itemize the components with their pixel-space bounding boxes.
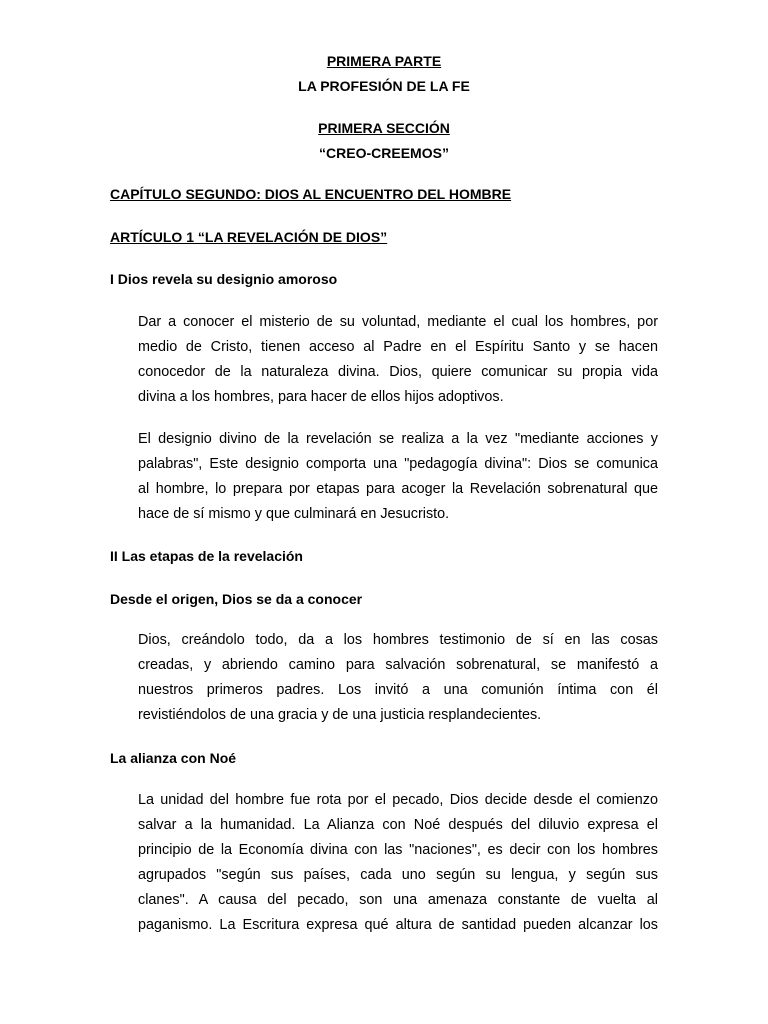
paragraph-line: palabras", Este designio comporta una "pedagogía divina": Dios se comunica [138,456,658,472]
paragraph-line: medio de Cristo, tienen acceso al Padre en el Espíritu Santo y se hacen [138,339,658,355]
part-title-text: PRIMERA PARTE [326,53,442,69]
paragraph-line: creadas, y abriendo camino para salvación sobrenatural, se manifestó a [138,657,658,673]
section-title [0,119,768,137]
paragraph-2 [138,427,658,527]
paragraph-line: al hombre, lo prepara por etapas para acoger la Revelación sobrenatural que [138,481,658,497]
paragraph-line: Dar a conocer el misterio de su voluntad, mediante el cual los hombres, por [138,314,658,330]
paragraph-3 [138,628,658,728]
paragraph-line: Dios, creándolo todo, da a los hombres testimonio de sí en las cosas [138,632,658,648]
section-heading-noe: La alianza con Noé [110,750,237,766]
paragraph-line: agrupados "según sus países, cada uno según su lengua, y según sus [138,867,658,883]
paragraph-line: principio de la Economía divina con las "naciones", es decir con los hombres [138,842,658,858]
section-heading-1: I Dios revela su designio amoroso [110,271,338,287]
paragraph-1 [138,310,658,410]
paragraph-line: revistiéndolos de una gracia y de una justicia resplandecientes. [138,707,542,723]
part-subtitle: LA PROFESIÓN DE LA FE [298,78,470,94]
paragraph-line: divina a los hombres, para hacer de ellos hijos adoptivos. [138,389,504,405]
part-title [0,52,768,70]
section-subtitle: “CREO-CREEMOS” [319,145,449,161]
paragraph-line: El designio divino de la revelación se realiza a la vez "mediante acciones y [138,431,658,447]
chapter-heading: CAPÍTULO SEGUNDO: DIOS AL ENCUENTRO DEL HOMBRE [110,186,512,202]
section-heading-2: II Las etapas de la revelación [110,548,303,564]
paragraph-4 [138,788,658,938]
article-heading: ARTÍCULO 1 “LA REVELACIÓN DE DIOS” [110,229,388,245]
paragraph-line: hace de sí mismo y que culminará en Jesucristo. [138,506,450,522]
paragraph-line: conocedor de la naturaleza divina. Dios, quiere comunicar su propia vida [138,364,658,380]
paragraph-line: clanes". A causa del pecado, son una amenaza constante de vuelta al [138,892,658,908]
section-title-text: PRIMERA SECCIÓN [318,120,450,136]
subheading-origin: Desde el origen, Dios se da a conocer [110,591,363,607]
paragraph-line: nuestros primeros padres. Los invitó a una comunión íntima con él [138,682,658,698]
paragraph-line: salvar a la humanidad. La Alianza con Noé después del diluvio expresa el [138,817,658,833]
paragraph-line: La unidad del hombre fue rota por el pecado, Dios decide desde el comienzo [138,792,658,808]
paragraph-line: paganismo. La Escritura expresa qué altura de santidad pueden alcanzar los [138,917,658,933]
